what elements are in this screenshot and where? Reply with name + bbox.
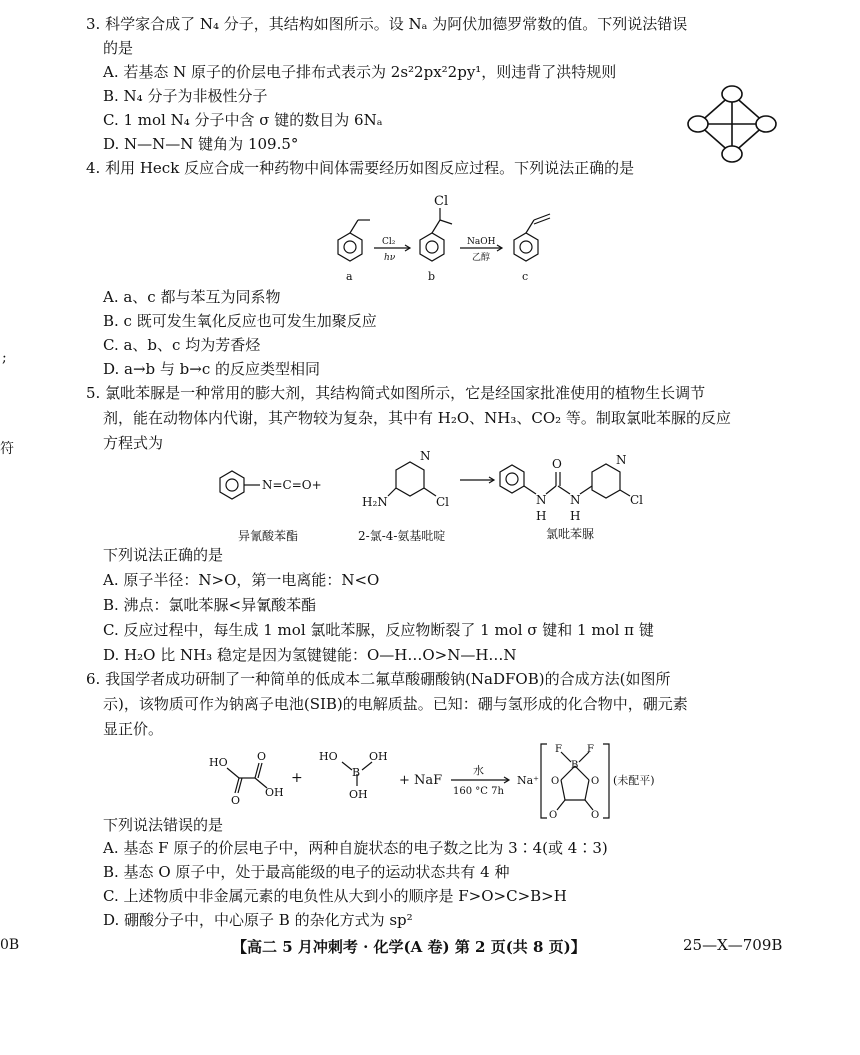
q6-condition-temp: 160 °C 7h [453,786,504,797]
q4-label-b: b [428,270,436,283]
q4-label-c: c [522,270,529,283]
q6-dfob-o1: O [551,776,560,787]
q4-option-d: D. a→b 与 b→c 的反应类型相同 [103,360,321,378]
q4-label-a: a [346,270,353,283]
q6-plus-1: + [291,770,303,786]
q4-reagent-2-bottom: 乙醇 [472,253,491,263]
q5-product-h1: H [536,509,547,523]
q4-reaction-scheme [310,180,570,290]
q5-lead: 下列说法正确的是 [103,546,224,564]
q5-stem-line2: 剂，能在动物体内代谢，其产物较为复杂，其中有 H₂O、NH₃、CO₂ 等。制取氯吡苯脲的反应 [103,409,731,427]
q6-boric-b: B [352,766,361,779]
q3-option-c: C. 1 mol N₄ 分子中含 σ 键的数目为 6Nₐ [103,111,383,129]
margin-mark-mid: 符 [0,441,14,457]
q5-product-h2: H [570,509,581,523]
q4-reagent-2-top: NaOH [467,237,496,247]
q6-stem-line3: 显正价。 [103,720,164,738]
page-footer-center: 【高二 5 月冲刺考 · 化学(A 卷) 第 2 页(共 8 页)】 [232,938,586,956]
q6-boric-oh2: OH [349,788,368,801]
q6-condition-water: 水 [473,764,484,777]
q5-option-a: A. 原子半径：N>O，第一电离能：N<O [103,571,380,589]
q3-option-b: B. N₄ 分子为非极性分子 [103,87,268,105]
q5-product-n1: N [536,493,547,507]
q5-stem-line3: 方程式为 [103,434,164,452]
q3-option-d: D. N—N—N 键角为 109.5° [103,135,299,153]
q5-name-2: 2-氯-4-氨基吡啶 [358,529,446,543]
q5-name-3: 氯吡苯脲 [546,527,595,541]
q6-boric-oh1: OH [369,750,388,763]
q6-option-a: A. 基态 F 原子的价层电子中，两种自旋状态的电子数之比为 3∶4(或 4∶3) [103,839,608,857]
q5-h2n-label: H₂N [362,495,388,509]
q4-reagent-1-top: Cl₂ [382,237,396,247]
q6-oxalic-o1: O [231,794,241,807]
q5-cl-label: Cl [436,495,450,509]
q6-dfob-b: B [571,760,579,771]
q6-dfob-o3: O [549,810,558,821]
page-footer-code: 25—X—709B [683,936,783,954]
q6-oxalic-o2: O [257,750,267,763]
q4-option-c: C. a、b、c 均为芳香烃 [103,336,261,354]
q4-cl-label: Cl [434,194,449,209]
q5-stem-line1: 5. 氯吡苯脲是一种常用的膨大剂，其结构简式如图所示，它是经国家批准使用的植物生长调节 [86,384,706,402]
margin-mark-top: ; [2,350,7,366]
q4-reagent-1-bottom: hν [384,253,396,263]
q6-option-b: B. 基态 O 原子中，处于最高能级的电子的运动状态共有 4 种 [103,863,510,881]
q6-boric-ho: HO [319,750,338,763]
q6-oxalic-ho: HO [209,756,228,769]
n4-structure-diagram [676,80,786,170]
q5-name-1: 异氰酸苯酯 [238,529,299,543]
q6-f1: F [555,744,562,755]
q5-option-d: D. H₂O 比 NH₃ 稳定是因为氢键键能：O—H…O>N—H…N [103,646,517,664]
q5-pyridine-n: N [420,449,431,463]
q6-option-d: D. 硼酸分子中，中心原子 B 的杂化方式为 sp² [103,911,413,929]
q5-product-n2: N [570,493,581,507]
q6-dfob-o2: O [591,776,600,787]
q3-option-a: A. 若基态 N 原子的价层电子排布式表示为 2s²2px²2py¹，则违背了洪特规则 [103,63,617,81]
q6-f2: F [587,744,594,755]
q5-product-o: O [552,457,562,471]
q3-stem-line2: 的是 [103,39,134,57]
q5-option-c: C. 反应过程中，每生成 1 mol 氯吡苯脲，反应物断裂了 1 mol σ 键和 1 mol π 键 [103,621,654,639]
q6-naf: + NaF [399,773,443,788]
q5-ncoo-label: N=C=O+ [262,478,322,492]
q3-stem-line1: 3. 科学家合成了 N₄ 分子，其结构如图所示。设 Nₐ 为阿伏加德罗常数的值。下列说法错误 [86,15,688,33]
margin-mark-bottom: 0B [0,937,20,953]
q5-option-b: B. 沸点：氯吡苯脲<异氰酸苯酯 [103,596,317,614]
q6-reaction-scheme [205,738,685,822]
q6-oxalic-oh: OH [265,786,284,799]
q6-stem-line2: 示)，该物质可作为钠离子电池(SIB)的电解质盐。已知：硼与氢形成的化合物中，硼元素 [103,695,688,713]
q6-stem-line1: 6. 我国学者成功研制了一种简单的低成本二氟草酸硼酸钠(NaDFOB)的合成方法(如图所 [86,670,671,688]
q6-na-ion: Na⁺ [517,774,539,787]
q6-lead: 下列说法错误的是 [103,816,224,834]
q6-option-c: C. 上述物质中非金属元素的电负性从大到小的顺序是 F>O>C>B>H [103,887,567,905]
q5-product-ring-n: N [616,453,627,467]
q4-option-a: A. a、c 都与苯互为同系物 [103,288,281,306]
q5-reaction-scheme [210,448,710,548]
q4-stem: 4. 利用 Heck 反应合成一种药物中间体需要经历如图反应过程。下列说法正确的是 [86,159,635,177]
q6-note: (未配平) [613,774,655,787]
q4-option-b: B. c 既可发生氧化反应也可发生加聚反应 [103,312,377,330]
q5-product-cl: Cl [630,493,644,507]
q6-dfob-o4: O [591,810,600,821]
